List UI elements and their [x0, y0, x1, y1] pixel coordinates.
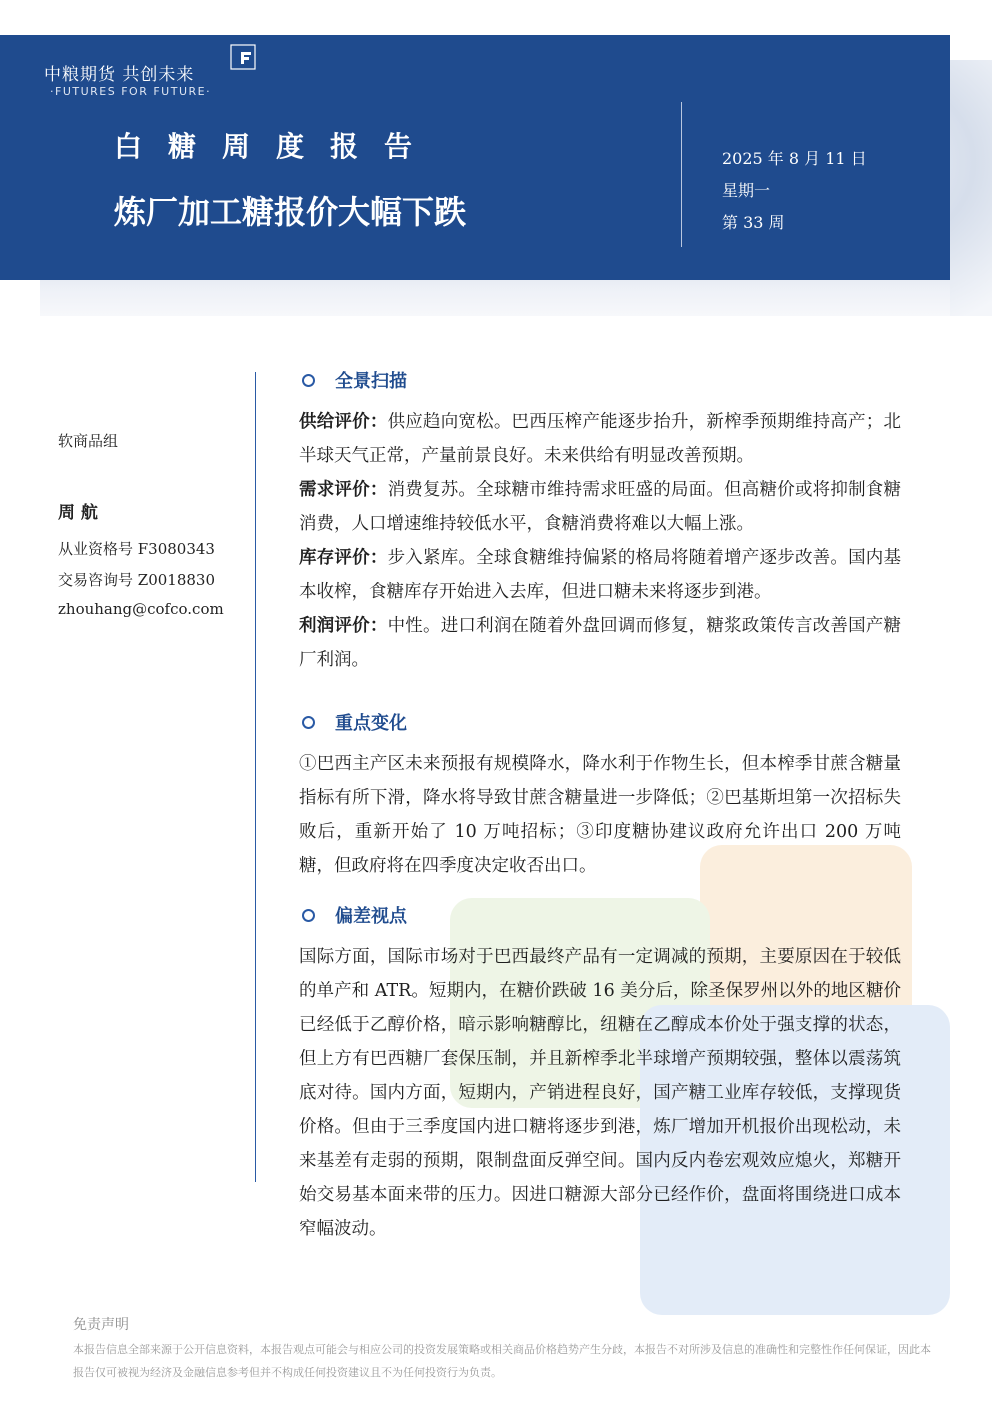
header-divider [681, 102, 682, 247]
report-week-number: 第 33 周 [722, 213, 785, 232]
analyst-name: 周 航 [58, 503, 98, 523]
disclaimer-title: 免责声明 [73, 1317, 129, 1333]
section-title: 全景扫描 [335, 371, 407, 392]
supply-label: 供给评价： [299, 412, 388, 432]
profit-text: 中性。进口利润在随着外盘回调而修复，糖浆政策传言改善国产糖厂利润。 [299, 616, 901, 670]
consult-number: 交易咨询号 Z0018830 [58, 571, 215, 589]
demand-text: 消费复苏。全球糖市维持需求旺盛的局面。但高糖价或将抑制食糖消费，人口增速维持较低水平，食糖消费将难以大幅上涨。 [299, 480, 901, 534]
view-paragraph: 国际方面，国际市场对于巴西最终产品有一定调减的预期，主要原因在于较低的单产和 ATR。短期内，在糖价跌破 16 美分后，除圣保罗州以外的地区糖价已经低于乙醇价格，暗示影响糖醇比，纽糖在乙醇成本价处于强支撑的状态，但上方有巴西糖厂套保压制，并且新榨季北半球增产预期较强，整体以震荡筑底对待。国内方面，短期内，产销进程良好，国产糖工业库存较低，支撑现货价格。但由于三季度国内进口糖将逐步到港，炼厂增加开机报价出现松动，未来基差有走弱的预期，限制盘面反弹空间。国内反内卷宏观效应熄火，郑糖开始交易基本面来带的压力。因进口糖源大部分已经作价，盘面将围绕进口成本窄幅波动。 [299, 947, 901, 1239]
changes-paragraph: ①巴西主产区未来预报有规模降水，降水利于作物生长，但本榨季甘蔗含糖量指标有所下滑，降水将导致甘蔗含糖量进一步降低；②巴基斯坦第一次招标失败后，重新开始了 10 万吨招标；③印度糖协建议政府允许出口 200 万吨糖，但政府将在四季度决定收否出口。 [299, 754, 901, 876]
report-title: 炼厂加工糖报价大幅下跌 [114, 193, 467, 231]
section-view-heading [300, 903, 407, 927]
analyst-email[interactable]: zhouhang@cofco.com [58, 600, 224, 618]
company-logo-text: 中粮期货 共创未来 [44, 65, 195, 85]
section-title: 偏差视点 [335, 906, 407, 927]
company-slogan-en: ·FUTURES FOR FUTURE· [50, 85, 212, 98]
demand-label: 需求评价： [299, 480, 388, 500]
stock-label: 库存评价： [299, 548, 388, 568]
bullet-circle-icon [302, 716, 315, 729]
section-title: 重点变化 [335, 713, 407, 734]
bullet-circle-icon [302, 909, 315, 922]
section-overview-heading [300, 368, 407, 392]
profit-label: 利润评价： [299, 616, 388, 636]
qualification-number: 从业资格号 F3080343 [58, 540, 215, 558]
supply-text: 供应趋向宽松。巴西压榨产能逐步抬升，新榨季预期维持高产；北半球天气正常，产量前景良好。未来供给有明显改善预期。 [299, 412, 901, 466]
bullet-circle-icon [302, 374, 315, 387]
report-weekday: 星期一 [722, 181, 771, 200]
overview-paragraph [299, 405, 901, 677]
report-type-heading: 白糖周度报告 [114, 130, 439, 163]
sidebar-divider [255, 372, 256, 1182]
stock-text: 步入紧库。全球食糖维持偏紧的格局将随着增产逐步改善。国内基本收榨，食糖库存开始进入去库，但进口糖未来将逐步到港。 [299, 548, 901, 602]
section-changes-heading [300, 710, 407, 734]
disclaimer-text: 本报告信息全部来源于公开信息资料，本报告观点可能会与相应公司的投资发展策略或相关商品价格趋势产生分歧，本报告不对所涉及信息的准确性和完整性作任何保证，因此本报告仅可被视为经济及金融信息参考但并不构成任何投资建议且不为任何投资行为负责。 [73, 1343, 931, 1379]
company-logo-icon [230, 44, 256, 70]
team-name: 软商品组 [58, 432, 119, 450]
report-date: 2025 年 8 月 11 日 [722, 149, 867, 168]
